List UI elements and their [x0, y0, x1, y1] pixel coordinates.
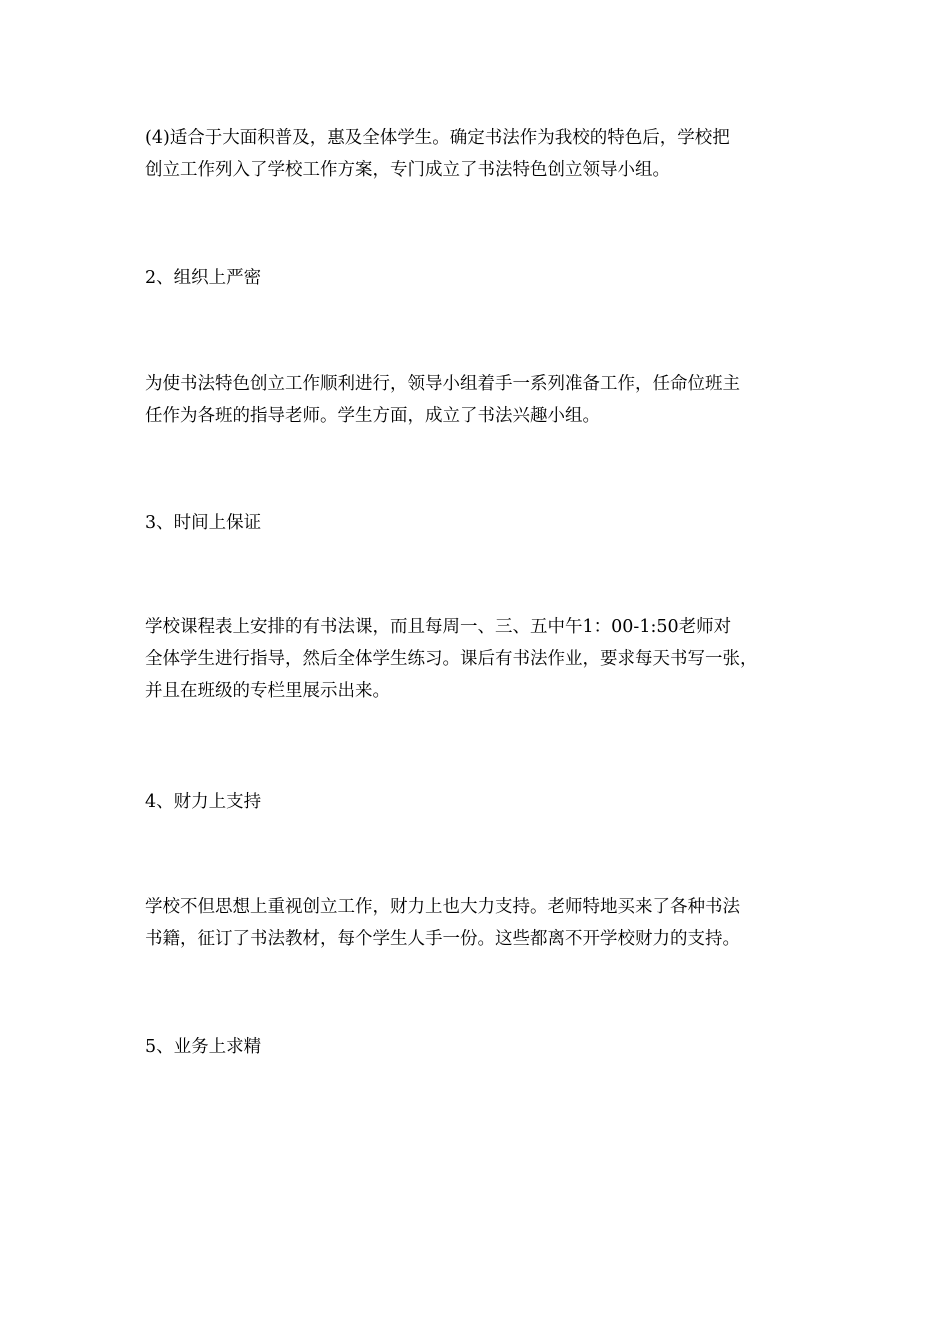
text-line: 书籍，征订了书法教材，每个学生人手一份。这些都离不开学校财力的支持。: [145, 929, 740, 949]
paragraph-finance: [145, 891, 815, 955]
section-heading-finance: 4、财力上支持: [145, 792, 262, 812]
text-line: 任作为各班的指导老师。学生方面，成立了书法兴趣小组。: [145, 406, 600, 426]
section-heading-business: 5、业务上求精: [145, 1037, 262, 1057]
paragraph-time: [145, 611, 815, 707]
paragraph-organization: [145, 368, 815, 432]
text-line: (4)适合于大面积普及，惠及全体学生。确定书法作为我校的特色后，学校把: [145, 128, 730, 148]
paragraph-intro: [145, 122, 815, 186]
text-line: 学校课程表上安排的有书法课，而且每周一、三、五中午1：00-1:50老师对: [145, 617, 732, 637]
section-heading-time: 3、时间上保证: [145, 513, 262, 533]
text-line: 创立工作列入了学校工作方案，专门成立了书法特色创立领导小组。: [145, 160, 670, 180]
text-line: 学校不但思想上重视创立工作，财力上也大力支持。老师特地买来了各种书法: [145, 897, 740, 917]
text-line: 并且在班级的专栏里展示出来。: [145, 681, 390, 701]
section-heading-organization: 2、组织上严密: [145, 268, 262, 288]
text-line: 全体学生进行指导，然后全体学生练习。课后有书法作业，要求每天书写一张，: [145, 649, 758, 669]
text-line: 为使书法特色创立工作顺利进行，领导小组着手一系列准备工作，任命位班主: [145, 374, 740, 394]
